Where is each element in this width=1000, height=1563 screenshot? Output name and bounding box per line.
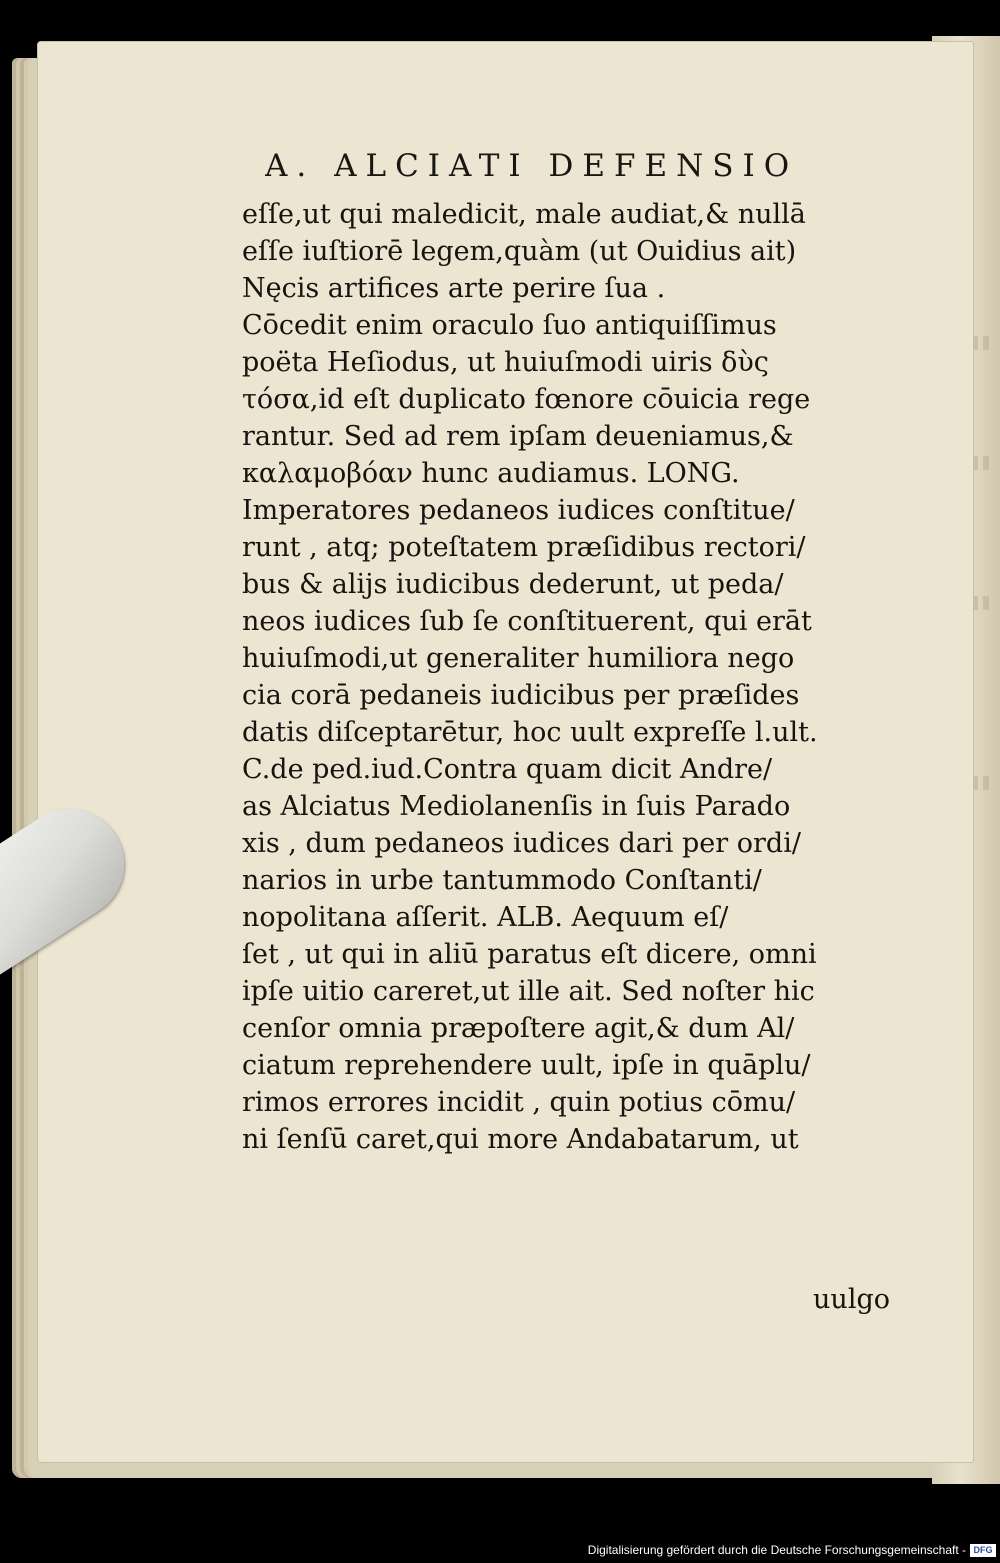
text-line: cia corā pedaneis iudicibus per præſides <box>242 680 800 711</box>
text-line: rantur. Sed ad rem ipſam deueniamus,& <box>242 421 794 452</box>
text-line: ipſe uitio careret,ut ille ait. Sed noſter hic <box>242 976 815 1007</box>
text-line: C.de ped.iud.Contra quam dicit Andre/ <box>242 754 773 785</box>
text-line: eſſe,ut qui maledicit, male audiat,& nullā <box>242 199 806 230</box>
footer-credit: Digitalisierung gefördert durch die Deutsche Forschungsgemeinschaft - <box>587 1543 966 1557</box>
text-line: rimos errores incidit , quin potius cōmu/ <box>242 1087 796 1118</box>
catchword: uulgo <box>813 1284 890 1315</box>
text-line: narios in urbe tantummodo Conſtanti/ <box>242 865 762 896</box>
text-line: runt , atq; poteſtatem præſidibus rectori/ <box>242 532 806 563</box>
text-line: ni ſenſū caret,qui more Andabatarum, ut <box>242 1124 799 1155</box>
text-line: τόσα,id eſt duplicato fœnore cōuicia rege <box>242 384 811 415</box>
text-line: bus & alijs iudicibus dederunt, ut peda/ <box>242 569 784 600</box>
text-line: cenſor omnia præpoſtere agit,& dum Al/ <box>242 1013 795 1044</box>
text-line: ſet , ut qui in aliū paratus eſt dicere, omni <box>242 939 817 970</box>
text-line: as Alciatus Mediolanenſis in ſuis Parado <box>242 791 791 822</box>
text-line: Imperatores pedaneos iudices conſtitue/ <box>242 495 795 526</box>
running-head: A. ALCIATI DEFENSIO <box>265 148 799 184</box>
dfg-logo: DFG <box>970 1544 996 1557</box>
text-line: καλαμοβόαν hunc audiamus. LONG. <box>242 458 740 489</box>
page-text-block <box>242 196 882 1326</box>
text-line: Nęcis artifices arte perire ſua . <box>242 273 666 304</box>
text-line: Cōcedit enim oraculo ſuo antiquiſſimus <box>242 310 777 341</box>
text-line: datis diſceptarētur, hoc uult expreſſe l.ult. <box>242 717 818 748</box>
text-line: poëta Heſiodus, ut huiuſmodi uiris δὺς <box>242 347 769 378</box>
text-line: xis , dum pedaneos iudices dari per ordi/ <box>242 828 801 859</box>
text-line: huiuſmodi,ut generaliter humiliora nego <box>242 643 795 674</box>
text-line: nopolitana aſſerit. ALB. Aequum eſ/ <box>242 902 729 933</box>
text-line: eſſe iuſtiorē legem,quàm (ut Ouidius ait) <box>242 236 797 267</box>
text-line: neos iudices ſub ſe conſtituerent, qui erāt <box>242 606 812 637</box>
footer-bar <box>0 1539 1000 1563</box>
text-line: ciatum reprehendere uult, ipſe in quāplu/ <box>242 1050 811 1081</box>
